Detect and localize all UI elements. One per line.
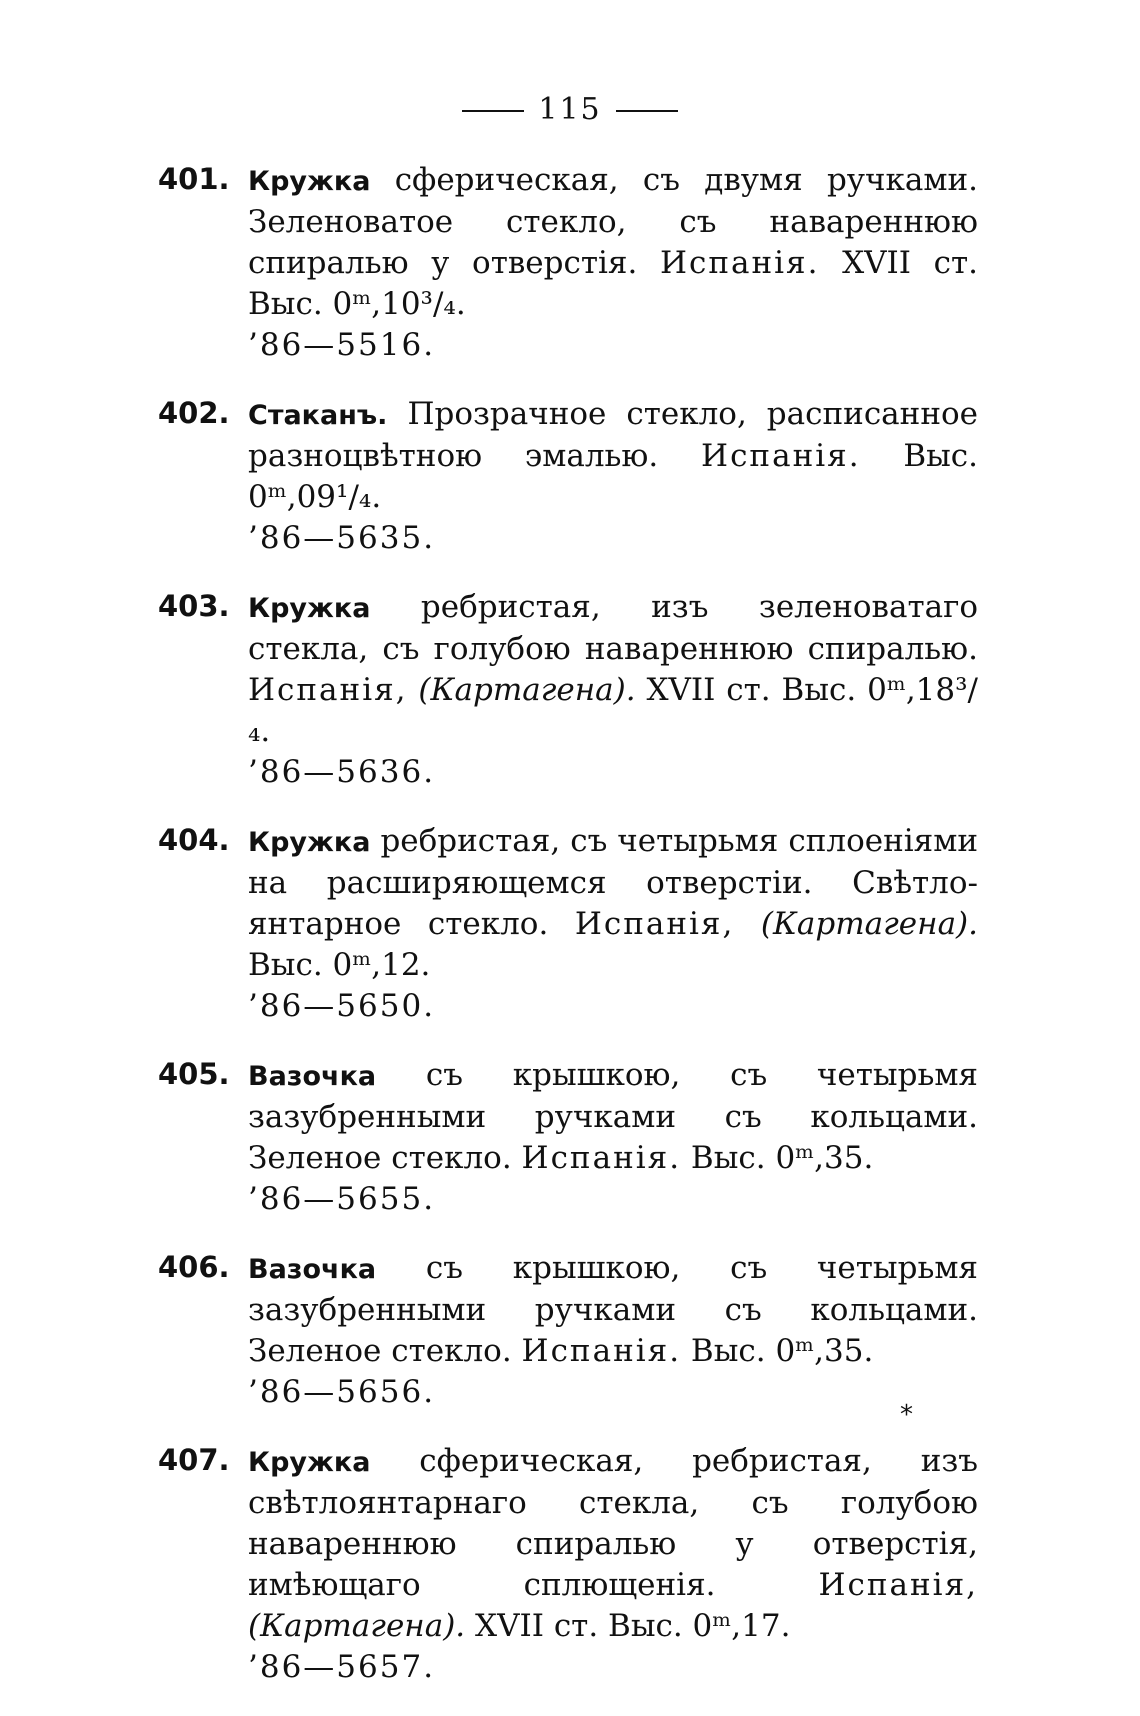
entry-text: съ крышкою, съ четырьмя зазубренными ручками съ кольцами. Зеленое стекло.: [248, 1057, 978, 1176]
entry-number: 405.: [158, 1057, 230, 1091]
entry-reference: ’86—5657.: [248, 1649, 436, 1685]
entry-reference: ’86—5656.: [248, 1374, 436, 1410]
entry-title: Вазочка: [248, 1061, 377, 1092]
catalog-entry: [158, 1248, 978, 1413]
entry-reference: ’86—5655.: [248, 1181, 436, 1217]
entry-title: Кружка: [248, 593, 371, 624]
entry-detail: Выс. 0ᵐ,35.: [690, 1333, 874, 1369]
entry-text: сферическая, ребристая, изъ свѣтлоянтарнаго стекла, съ голубою навареннюю спиралью у отверстія, имѣющаго сплющенія.: [248, 1443, 978, 1603]
header-rule-right: [616, 110, 678, 112]
entry-text: сферическая, съ двумя ручками. Зеленоватое стекло, съ навареннюю спиралью у отверстія.: [248, 162, 979, 281]
entry-place: Испанія,: [574, 906, 735, 942]
header-rule-left: [462, 110, 524, 112]
footer-asterisk: *: [900, 1400, 913, 1430]
entry-title: Кружка: [248, 166, 371, 197]
entry-number: 404.: [158, 823, 230, 857]
entry-place: Испанія.: [659, 245, 820, 281]
entry-place: Испанія.: [521, 1333, 682, 1369]
entry-description: [248, 821, 978, 1027]
catalog-entry: [158, 1055, 978, 1220]
entry-description: [248, 1248, 978, 1413]
entry-reference: ’86—5516.: [248, 327, 436, 363]
entry-title: Стаканъ.: [248, 400, 388, 431]
entry-detail: Выс. 0ᵐ,12.: [248, 947, 431, 983]
entry-number: 406.: [158, 1250, 230, 1284]
entry-place: Испанія.: [521, 1140, 682, 1176]
entry-description: [248, 1055, 978, 1220]
entry-text: Прозрачное стекло, расписанное разноцвѣтною эмалью.: [248, 396, 978, 474]
entry-number: 402.: [158, 396, 230, 430]
catalog-entries: [158, 160, 978, 1716]
entry-detail: XVII ст. Выс. 0ᵐ,17.: [475, 1608, 791, 1644]
entry-title: Кружка: [248, 827, 371, 858]
entry-text: съ крышкою, съ четырьмя зазубренными ручками съ кольцами. Зеленое стекло.: [248, 1250, 978, 1369]
entry-title: Кружка: [248, 1447, 371, 1478]
entry-text: ребристая, съ четырьмя сплоеніями на расширяющемся отверстіи. Свѣтло-янтарное стекло.: [248, 823, 978, 942]
entry-description: [248, 394, 978, 559]
entry-description: [248, 160, 978, 366]
catalog-entry: [158, 587, 978, 793]
entry-place: Испанія,: [818, 1567, 978, 1603]
entry-reference: ’86—5635.: [248, 520, 436, 556]
page-number: 115: [538, 92, 602, 127]
page-header: [0, 92, 1140, 127]
entry-place: Испанія.: [701, 438, 861, 474]
entry-detail: XVII ст. Выс. 0ᵐ,18³/₄.: [248, 672, 979, 749]
entry-detail: XVII ст. Выс. 0ᵐ,10³/₄.: [248, 245, 978, 322]
catalog-entry: [158, 160, 978, 366]
entry-description: [248, 1441, 978, 1688]
entry-detail: Выс. 0ᵐ,35.: [690, 1140, 874, 1176]
entry-detail: Выс. 0ᵐ,09¹/₄.: [248, 438, 979, 515]
entry-reference: ’86—5650.: [248, 988, 436, 1024]
catalog-entry: [158, 821, 978, 1027]
entry-italic-place: (Картагена).: [248, 1608, 466, 1644]
entry-number: 407.: [158, 1443, 230, 1477]
entry-italic-place: (Картагена).: [418, 672, 636, 708]
entry-place: Испанія,: [248, 672, 408, 708]
entry-title: Вазочка: [248, 1254, 377, 1285]
entry-description: [248, 587, 978, 793]
entry-reference: ’86—5636.: [248, 754, 436, 790]
entry-text: ребристая, изъ зеленоватаго стекла, съ голубою навареннюю спиралью.: [248, 589, 978, 667]
catalog-entry: [158, 1441, 978, 1688]
entry-italic-place: (Картагена).: [760, 906, 978, 942]
catalog-entry: [158, 394, 978, 559]
entry-number: 401.: [158, 162, 230, 196]
entry-number: 403.: [158, 589, 230, 623]
